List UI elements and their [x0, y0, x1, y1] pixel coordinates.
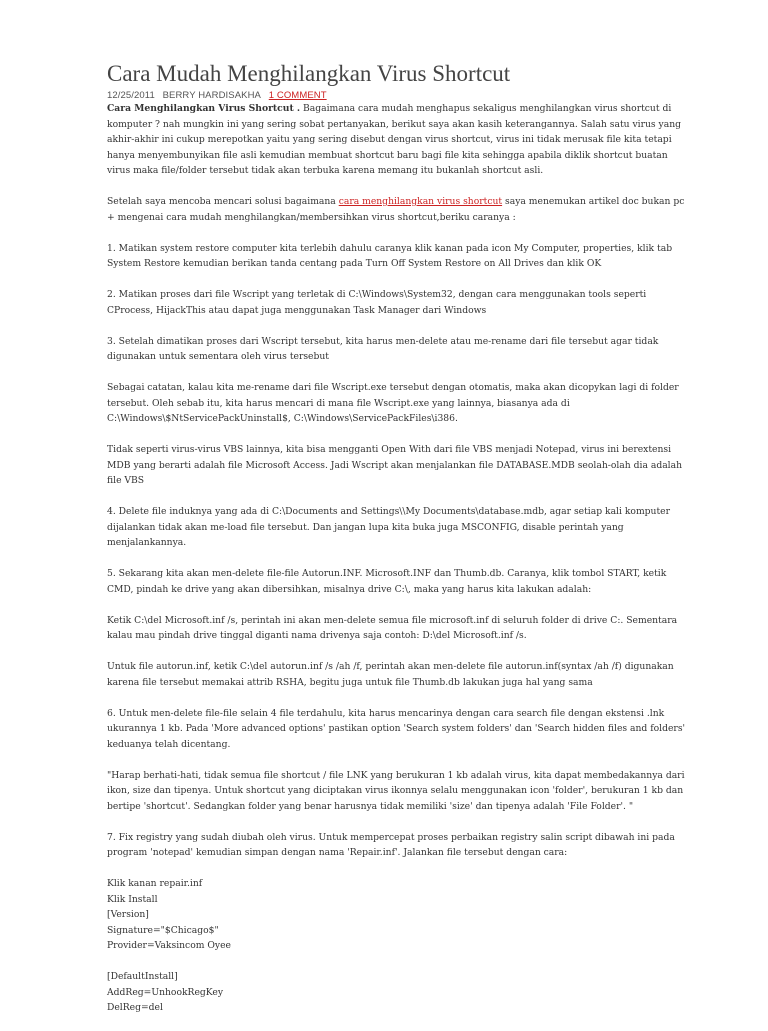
script-line: Signature="$Chicago$" — [107, 924, 219, 936]
article-meta — [107, 90, 687, 101]
step-3: 3. Setelah dimatikan proses dari Wscript tersebut, kita harus men-delete atau me-rename dari file tersebut agar tidak digunakan untuk sementara oleh virus tersebut — [107, 335, 659, 362]
note-del-autorun: Untuk file autorun.inf, ketik C:\del autorun.inf /s /ah /f, perintah akan men-delete file autorun.inf(syntax /ah /f) digunakan karena file tersebut memakai attrib RSHA, begitu juga untuk file Thumb.db lakukan juga hal yang sama — [107, 661, 674, 688]
script-line: [DefaultInstall] — [107, 971, 178, 982]
article — [107, 60, 687, 1031]
intro-text: Bagaimana cara mudah menghapus sekaligus menghilangkan virus shortcut di komputer ? nah mungkin ini yang sering sobat pertanyakan, berikut saya akan kasih keterangannya. Salah satu virus yang akhir-akhir ini cukup merepotkan yaitu yang sering disebut dengan virus shortcut, virus ini tidak merusak file kita tetapi hanya menyembunyikan file asli kemudian membuat shortcut baru bagi file kita sehingga apabila diklik shortcut buatan virus maka file/folder tersebut tidak akan terbuka karena memang itu bukanlah shortcut asli. — [107, 103, 682, 176]
note-del-microsoft: Ketik C:\del Microsoft.inf /s, perintah ini akan men-delete semua file microsoft.inf di seluruh folder di drive C:. Sementara kalau mau pindah drive tinggal diganti nama drivenya saja contoh: D:\del Microsoft.inf /s. — [107, 614, 678, 641]
script-line: DelReg=del — [107, 1002, 163, 1013]
script-block-2 — [107, 969, 687, 1016]
step-4: 4. Delete file induknya yang ada di C:\Documents and Settings\\My Documents\database.mdb, agar setiap kali komputer dijalankan tidak akan me-load file tersebut. Dan jangan lupa kita buka juga MSCONFIG, disable perintah yang menjalankannya. — [107, 506, 670, 548]
paragraph-2-text-b: saya menemukan artikel doc bukan pc + mengenai cara mudah menghilangkan/membersihkan virus shortcut,beriku caranya : — [107, 196, 685, 223]
step-5: 5. Sekarang kita akan men-delete file-file Autorun.INF. Microsoft.INF dan Thumb.db. Caranya, klik tombol START, ketik CMD, pindah ke drive yang akan dibersihkan, misalnya drive C:\, maka yang harus kita lakukan adalah: — [107, 568, 667, 595]
paragraph-2-text-a: Setelah saya mencoba mencari solusi bagaimana — [107, 196, 339, 207]
warning-quote: "Harap berhati-hati, tidak semua file shortcut / file LNK yang berukuran 1 kb adalah virus, kita dapat membedakannya dari ikon, size dan tipenya. Untuk shortcut yang diciptakan virus ikonnya selalu menggunakan icon 'folder', berukuran 1 kb dan bertipe 'shortcut'. Sedangkan folder yang benar harusnya tidak memiliki 'size' dan tipenya adalah 'File Folder'. " — [107, 769, 685, 812]
step-7: 7. Fix registry yang sudah diubah oleh virus. Untuk mempercepat proses perbaikan registry salin script dibawah ini pada program 'notepad' kemudian simpan dengan nama 'Repair.inf'. Jalankan file tersebut dengan cara: — [107, 831, 675, 858]
intro-paragraph — [107, 101, 687, 179]
virus-shortcut-link[interactable]: cara menghilangkan virus shortcut — [338, 196, 503, 207]
step-6: 6. Untuk men-delete file-file selain 4 file terdahulu, kita harus mencarinya dengan cara search file dengan ekstensi .lnk ukurannya 1 kb. Pada 'More advanced options' pastikan option 'Search system folders' dan 'Search hidden files and folders' keduanya telah dicentang. — [107, 707, 686, 750]
step-2: 2. Matikan proses dari file Wscript yang terletak di C:\Windows\System32, dengan cara menggunakan tools seperti CProcess, HijackThis atau dapat juga menggunakan Task Manager dari Windows — [107, 289, 647, 316]
script-line: Provider=Vaksincom Oyee — [107, 940, 231, 951]
script-line: AddReg=UnhookRegKey — [107, 986, 224, 998]
script-line: [Version] — [107, 909, 149, 920]
step-1: 1. Matikan system restore computer kita terlebih dahulu caranya klik kanan pada icon My Computer, properties, klik tab System Restore kemudian berikan tanda centang pada Turn Off System Restore on All Drives dan klik OK — [107, 242, 673, 269]
comments-link[interactable]: 1 COMMENT — [268, 90, 327, 101]
note-vbs: Tidak seperti virus-virus VBS lainnya, kita bisa mengganti Open With dari file VBS menjadi Notepad, virus ini berextensi MDB yang berarti adalah file Microsoft Access. Jadi Wscript akan menjalankan file DATABASE.MDB seolah-olah dia adalah file VBS — [107, 444, 683, 486]
script-line: Klik Install — [107, 893, 158, 905]
intro-bold: Cara Menghilangkan Virus Shortcut . — [107, 103, 301, 114]
script-line: Klik kanan repair.inf — [107, 878, 203, 889]
paragraph-2 — [107, 194, 687, 225]
article-title: Cara Mudah Menghilangkan Virus Shortcut — [107, 61, 511, 86]
post-date: 12/25/2011 — [107, 90, 155, 101]
post-author: BERRY HARDISAKHA — [162, 90, 261, 101]
script-block-1 — [107, 876, 687, 954]
article-body — [107, 101, 687, 1016]
note-rename: Sebagai catatan, kalau kita me-rename dari file Wscript.exe tersebut dengan otomatis, maka akan dicopykan lagi di folder tersebut. Oleh sebab itu, kita harus mencari di mana file Wscript.exe yang lainnya, biasanya ada di C:\Windows\$NtServicePackUninstall$, C:\Windows\ServicePackFiles\i386. — [107, 382, 679, 424]
